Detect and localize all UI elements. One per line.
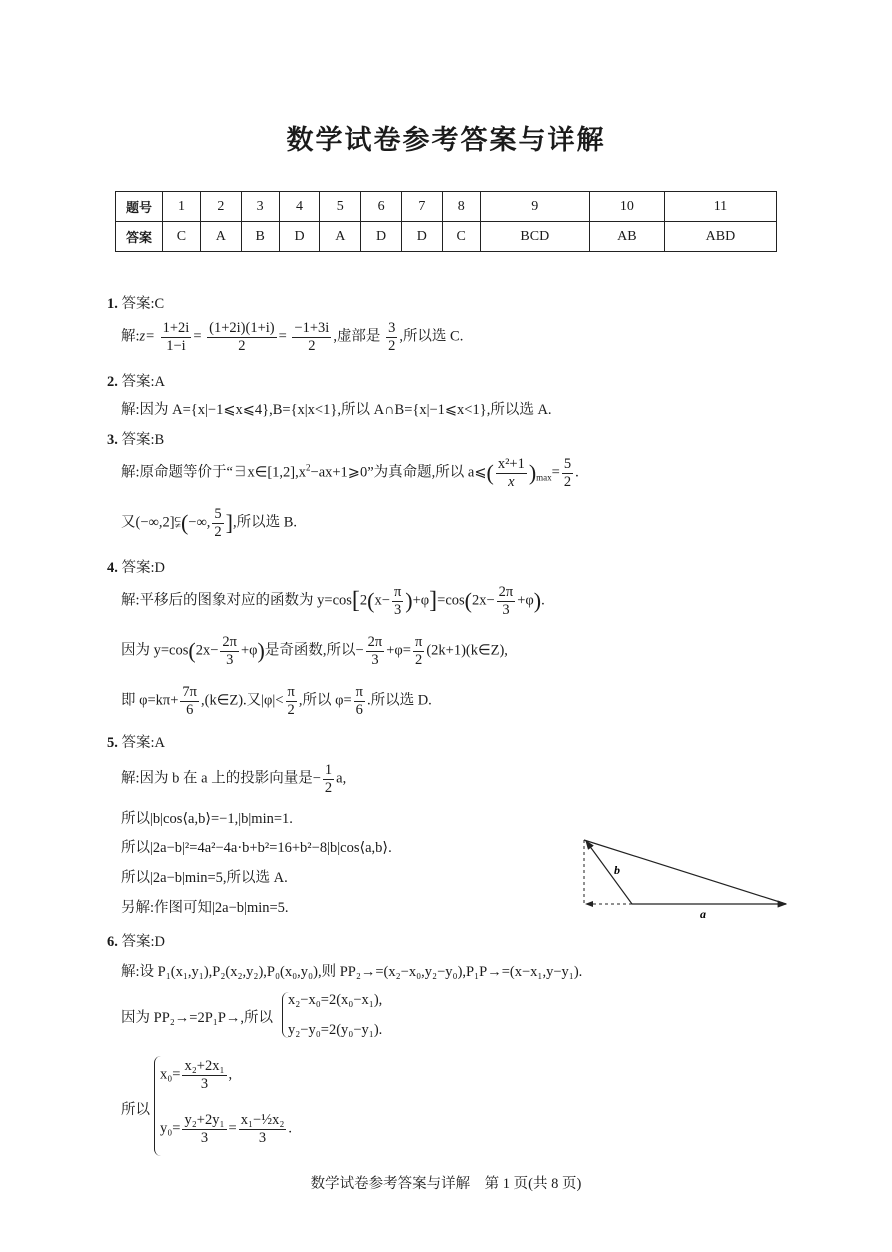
q6-x0-line <box>160 1058 232 1092</box>
q6-x0-tail: , <box>228 1066 233 1083</box>
q4-number: 4. <box>107 560 118 576</box>
q1-fraction-1 <box>161 320 192 354</box>
table-cell: A <box>320 222 361 252</box>
q1-f2-den: 2 <box>238 337 246 354</box>
q5-number: 5. <box>107 735 118 751</box>
q3-solution-line-2: 又(−∞,2]⫋(−∞, $\frac{5}{2}$ ],所以选 B. <box>121 506 298 540</box>
table-cell: B <box>241 222 279 252</box>
q4-solution-line-2: 因为 y=cos(2x− $\frac{2\pi}{3}$ +φ)是奇函数,所以− $\frac{2\pi}{3}$ +φ= $\frac{\pi}{2}$ (2k+1)(k∈Z), <box>121 634 508 668</box>
q4-l1-d: +φ <box>412 592 430 609</box>
q1-sol-prefix: 解: <box>121 328 140 345</box>
q1-f3-den: 2 <box>308 337 316 354</box>
q5-l1-a: 解:因为 b 在 a 上的投影向量是− <box>121 770 321 787</box>
page-title: 数学试卷参考答案与详解 <box>286 125 606 156</box>
q1-answer: 答案:C <box>121 296 165 312</box>
page-footer: 数学试卷参考答案与详解 第 1 页(共 8 页) <box>310 1176 582 1192</box>
q4-frac-den: 2 <box>287 701 295 718</box>
table-header-number: 题号 <box>116 192 163 222</box>
q6-y0-fraction-2 <box>239 1112 287 1146</box>
q5-solution-line-4: 所以|2a−b|min=5,所以选 A. <box>121 870 288 886</box>
q3-fraction-1 <box>496 456 527 490</box>
q6-x0-lhs: x₀= <box>160 1066 181 1083</box>
q3-f-den: x <box>508 473 515 490</box>
q3-f3-den: 2 <box>214 523 222 540</box>
q4-frac-num: 2π <box>498 584 514 600</box>
q4-frac-den: 3 <box>502 601 510 618</box>
q6-solution-line-2: 因为 PP₂→=2P₁P→,所以 <box>121 1010 274 1026</box>
q6-y0-lhs: y₀= <box>160 1120 181 1137</box>
q6-frac-den: 3 <box>258 1129 267 1146</box>
table-cell: BCD <box>480 222 589 252</box>
q3-solution-line-1: 解:原命题等价于“$\exists x\in[1,2],x^2-ax+1⩾0$”为真命题,所以 a⩽( $\frac{\text{x²+1}}{x}$ )$_{max}=$ $\frac{5}{2}$ . <box>121 456 579 490</box>
q1-z: z= <box>139 328 155 345</box>
q4-answer: 答案:D <box>121 560 165 576</box>
table-cell: D <box>361 222 402 252</box>
q1-number: 1. <box>107 296 118 312</box>
q4-l1-b: 2 <box>359 592 368 609</box>
table-cell: ABD <box>664 222 776 252</box>
q3-f2-num: 5 <box>563 456 572 472</box>
q1-f4-den: 2 <box>388 337 396 354</box>
q6-solution-line-1: 解:设 P₁(x₁,y₁),P₂(x₂,y₂),P₀(x₀,y₀),则 PP₂→=(x₂−x₀,y₂−y₀),P₁P→=(x−x₁,y−y₁). <box>121 964 583 980</box>
q3-f-num: x²+1 <box>497 456 525 472</box>
q4-fraction-pi-6 <box>354 684 365 718</box>
q3-f2-den: 2 <box>563 473 572 490</box>
q4-solution-line-1: 解:平移后的图象对应的函数为 y=cos[2(x− $\frac{\pi}{3}$ )+φ]=cos(2x− $\frac{2\pi}{3}$ +φ). <box>121 584 545 618</box>
q4-l1-f: 2x− <box>471 592 495 609</box>
q4-l3-b: ,(k∈Z).又|φ|< <box>201 692 284 709</box>
q6-x0-fraction <box>182 1058 226 1092</box>
q6-system-eq-2: y₂−y₀=2(y₀−y₁). <box>288 1022 383 1038</box>
label-b: b <box>614 863 620 877</box>
q1-fraction-2 <box>207 320 276 354</box>
q1-f4-num: 3 <box>388 320 396 336</box>
q6-y0-line <box>160 1112 292 1146</box>
q4-frac-den: 2 <box>415 651 423 668</box>
table-cell: 6 <box>361 192 402 222</box>
answer-table-answer-row <box>116 222 777 252</box>
q1-f2-num: (1+2i)(1+i) <box>209 320 275 336</box>
table-cell: 10 <box>589 192 664 222</box>
q6-system-eq-1: x₂−x₀=2(x₀−x₁), <box>288 992 383 1008</box>
q1-f1-num: 1+2i <box>162 320 190 336</box>
q6-y0-fraction-1 <box>182 1112 226 1146</box>
q3-eq: = <box>551 464 560 481</box>
q4-frac-num: π <box>355 684 363 700</box>
table-cell: 8 <box>442 192 480 222</box>
vector-b-arrow <box>586 841 632 904</box>
answer-table-number-row <box>116 192 777 222</box>
q4-fraction-2pi-3 <box>497 584 516 618</box>
table-cell: 1 <box>163 192 201 222</box>
q6-number: 6. <box>107 934 118 950</box>
table-cell: D <box>401 222 442 252</box>
q5-answer-line <box>107 731 165 752</box>
q4-l2-c: +φ= <box>386 642 411 659</box>
q4-l3-c: ,所以 φ= <box>298 692 352 709</box>
q4-frac-num: 7π <box>182 684 197 700</box>
q3-dot: . <box>575 464 579 481</box>
q3-fraction-3 <box>212 506 223 540</box>
q4-fraction-pi-2 <box>413 634 424 668</box>
q4-fraction-2pi-3 <box>366 634 385 668</box>
table-cell: 2 <box>200 192 241 222</box>
q1-eq-1: = <box>193 328 202 345</box>
label-a: a <box>700 907 706 920</box>
q1-f1-den: 1−i <box>166 337 186 354</box>
q3-number: 3. <box>107 432 118 448</box>
q4-l2-a: 因为 y=cos <box>121 642 189 659</box>
q6-y0-eq: = <box>228 1120 237 1137</box>
q1-solution <box>121 320 463 354</box>
q6-answer-line <box>107 930 165 951</box>
table-cell: 3 <box>241 192 279 222</box>
q1-tail: ,所以选 C. <box>399 328 464 345</box>
q5-solution-line-5: 另解:作图可知|2a−b|min=5. <box>121 900 289 916</box>
q5-l1-b: a, <box>336 770 347 787</box>
q1-fraction-3 <box>292 320 331 354</box>
q4-l1-e: =cos <box>437 592 465 609</box>
q3-f3-num: 5 <box>214 506 222 522</box>
q3-sub-max: max <box>536 472 552 483</box>
q1-fraction-4 <box>386 320 397 354</box>
q3-sol1-a: 解:原命题等价于“∃x∈[1,2],x <box>121 464 307 481</box>
q5-frac-num: 1 <box>324 762 333 778</box>
q4-frac-den: 3 <box>371 651 379 668</box>
q4-fraction-pi-3 <box>392 584 403 618</box>
table-cell: 4 <box>279 192 320 222</box>
q4-l1-g: +φ <box>517 592 534 609</box>
table-cell: 9 <box>480 192 589 222</box>
q4-fraction-2pi-3 <box>220 634 239 668</box>
q2-number: 2. <box>107 374 118 390</box>
q1-mid: ,虚部是 <box>333 328 381 345</box>
table-cell: 11 <box>664 192 776 222</box>
q4-frac-num: π <box>393 584 402 600</box>
q4-l2-d: (2k+1)(k∈Z), <box>426 642 508 659</box>
q6-frac-num: x₂+2x₁ <box>184 1058 225 1074</box>
q2-answer-line <box>107 370 165 391</box>
table-cell: AB <box>589 222 664 252</box>
q2-answer: 答案:A <box>121 374 165 390</box>
q6-so: 所以 <box>121 1102 150 1118</box>
q3-sol2-c: ,所以选 B. <box>232 514 298 531</box>
q5-fraction-half <box>323 762 334 796</box>
q4-l3-a: 即 φ=kπ+ <box>121 692 179 709</box>
q5-solution-line-3: 所以|2a−b|²=4a²−4a·b+b²=16+b²−8|b|cos⟨a,b⟩. <box>121 840 392 856</box>
q4-fraction-7pi-6 <box>180 684 199 718</box>
q4-solution-line-3 <box>121 684 432 718</box>
q1-f3-num: −1+3i <box>294 320 330 336</box>
q4-l1-a: 解:平移后的图象对应的函数为 y=cos <box>121 592 352 609</box>
q3-answer: 答案:B <box>121 432 165 448</box>
q4-l1-g-2: +φ <box>240 642 258 659</box>
q4-frac-num: π <box>287 684 295 700</box>
q3-sol2-a: 又(−∞,2]⫋ <box>121 514 181 531</box>
q4-frac-den: 6 <box>186 701 194 718</box>
q3-answer-line <box>107 428 164 449</box>
q6-frac-num: x₁−½x₂ <box>240 1112 285 1128</box>
q4-frac-den: 3 <box>393 601 402 618</box>
vector-diagram <box>570 830 800 920</box>
q4-l1-c: x− <box>374 592 390 609</box>
q3-sol2-b: −∞, <box>188 514 211 531</box>
q4-l1-f-2: 2x− <box>195 642 219 659</box>
q5-solution-line-2: 所以|b|cos⟨a,b⟩=−1,|b|min=1. <box>121 811 293 827</box>
q6-frac-den: 3 <box>200 1075 209 1092</box>
table-cell: 7 <box>401 192 442 222</box>
q4-frac-num: 2π <box>222 634 237 650</box>
q6-answer: 答案:D <box>121 934 165 950</box>
table-cell: A <box>200 222 241 252</box>
q1-answer-line <box>107 292 164 313</box>
table-cell: C <box>442 222 480 252</box>
q6-frac-num: y₂+2y₁ <box>184 1112 225 1128</box>
q5-frac-den: 2 <box>324 779 333 796</box>
q4-frac-den: 6 <box>355 701 363 718</box>
q4-l3-d: .所以选 D. <box>366 692 432 709</box>
q5-solution-line-1 <box>121 762 346 796</box>
q1-eq-2: = <box>278 328 287 345</box>
table-cell: D <box>279 222 320 252</box>
q4-frac-den: 3 <box>226 651 234 668</box>
q6-y0-tail: . <box>288 1120 293 1137</box>
q4-frac-num: 2π <box>367 634 383 650</box>
q4-fraction-pi-2 <box>286 684 297 718</box>
table-cell: 5 <box>320 192 361 222</box>
q3-sol1-b: −ax+1⩾0”为真命题,所以 a⩽ <box>310 464 487 481</box>
table-header-answer: 答案 <box>116 222 163 252</box>
q5-answer: 答案:A <box>121 735 165 751</box>
q4-l2-b: 是奇函数,所以− <box>264 642 364 659</box>
q6-frac-den: 3 <box>200 1129 209 1146</box>
q3-fraction-2 <box>562 456 573 490</box>
q2-solution: 解:因为 A={x|−1⩽x⩽4},B={x|x<1},所以 A∩B={x|−1⩽x<1},所以选 A. <box>121 402 552 418</box>
answer-table <box>115 191 777 252</box>
table-cell: C <box>163 222 201 252</box>
q4-answer-line <box>107 556 165 577</box>
q4-frac-num: π <box>414 634 423 650</box>
